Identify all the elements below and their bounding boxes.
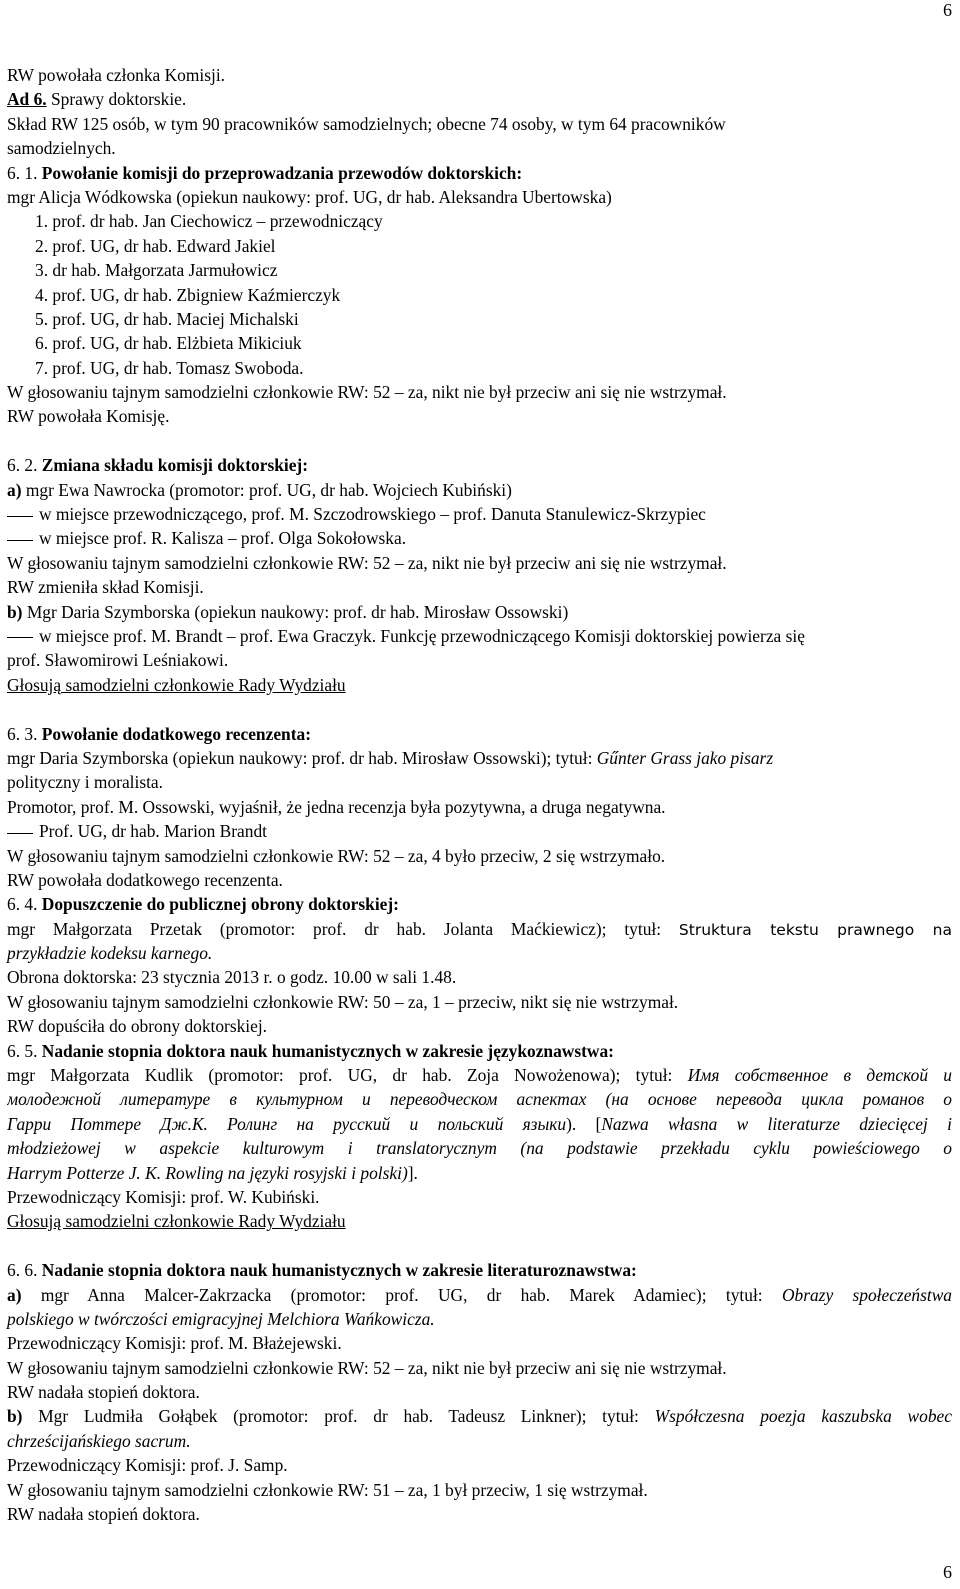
page-number-bottom: 6 bbox=[943, 1562, 952, 1582]
section-title: Powołanie dodatkowego recenzenta: bbox=[37, 723, 311, 744]
text-line: Przewodniczący Komisji: prof. M. Błażejewski. bbox=[7, 1333, 342, 1354]
text-line: mgr Daria Szymborska (opiekun naukowy: prof. dr hab. Mirosław Ossowski); tytuł: Gűnter Grass jako pisarz bbox=[7, 747, 774, 768]
text-line: Obrona doktorska: 23 stycznia 2013 r. o godz. 10.00 w sali 1.48. bbox=[7, 967, 457, 988]
text-line: polityczny i moralista. bbox=[7, 772, 163, 793]
vote-result: W głosowaniu tajnym samodzielni członkowie RW: 52 – za, nikt nie był przeciw ani się nie wstrzymał. bbox=[7, 1357, 727, 1378]
text-line bbox=[7, 673, 952, 697]
thesis-title-cont: polskiego w twórczości emigracyjnej Melchiora Wańkowicza. bbox=[7, 1308, 435, 1329]
section-number: 6. 4. bbox=[7, 894, 38, 915]
text-line: prof. Sławomirowi Leśniakowi. bbox=[7, 650, 229, 671]
dash-mark bbox=[7, 833, 33, 834]
text-line: mgr Małgorzata Kudlik (promotor: prof. UG, dr hab. Zoja Nowożenowa); tytuł: Имя собственное в детской и bbox=[7, 1065, 952, 1086]
section-heading bbox=[7, 161, 952, 185]
decision: RW dopuściła do obrony doktorskiej. bbox=[7, 1016, 268, 1037]
thesis-title: Имя собственное в детской и bbox=[687, 1065, 952, 1086]
section-number: 6. 3. bbox=[7, 723, 38, 744]
section-title: Zmiana składu komisji doktorskiej: bbox=[37, 455, 309, 476]
text-line: mgr Małgorzata Przetak (promotor: prof. dr hab. Jolanta Maćkiewicz); tytuł: Struktura tekstu prawnego na bbox=[7, 918, 952, 939]
agenda-item-title: Sprawy doktorskie. bbox=[46, 89, 187, 110]
decision: RW nadała stopień doktora. bbox=[7, 1382, 200, 1403]
thesis-title: Współczesna poezja kaszubska wobec bbox=[654, 1406, 952, 1427]
section-heading bbox=[7, 1258, 952, 1282]
committee-member: 4. prof. UG, dr hab. Zbigniew Kaźmierczyk bbox=[35, 284, 341, 305]
decision: RW powołała Komisję. bbox=[7, 406, 170, 427]
agenda-item-ref: Ad 6. bbox=[7, 89, 47, 110]
thesis-title-cont: chrześcijańskiego sacrum. bbox=[7, 1430, 191, 1451]
text-line: Promotor, prof. M. Ossowski, wyjaśnił, że jedna recenzja była pozytywna, a druga negatywna. bbox=[7, 796, 666, 817]
decision: RW nadała stopień doktora. bbox=[7, 1504, 200, 1525]
text-line: w miejsce przewodniczącego, prof. M. Szczodrowskiego – prof. Danuta Stanulewicz-Skrzypiec bbox=[7, 502, 952, 526]
section-heading bbox=[7, 453, 952, 477]
section-title: Powołanie komisji do przeprowadzania przewodów doktorskich: bbox=[37, 162, 523, 183]
section-number: 6. 2. bbox=[7, 455, 38, 476]
item-label: b) bbox=[7, 601, 23, 622]
text-line: Prof. UG, dr hab. Marion Brandt bbox=[7, 819, 952, 843]
text-line: samodzielnych. bbox=[7, 138, 116, 159]
dash-mark bbox=[7, 540, 33, 541]
text-line: Гарри Поттере Дж.К. Ролинг на русский и польский языки). [Nazwa własna w literaturze dziecięcej i bbox=[7, 1113, 952, 1134]
item-label: a) bbox=[7, 1284, 22, 1305]
committee-member: 3. dr hab. Małgorzata Jarmułowicz bbox=[35, 260, 278, 281]
thesis-title-cont: młodzieżowej w aspekcie kulturowym i translatorycznym (na podstawie przekładu cyklu powieściowego o bbox=[7, 1138, 952, 1159]
section-title: Nadanie stopnia doktora nauk humanistycznych w zakresie literaturoznawstwa: bbox=[37, 1260, 637, 1281]
vote-result: W głosowaniu tajnym samodzielni członkowie RW: 52 – za, nikt nie był przeciw ani się nie wstrzymał. bbox=[7, 382, 727, 403]
item-label: b) bbox=[7, 1406, 23, 1427]
text-line: a) mgr Ewa Nawrocka (promotor: prof. UG, dr hab. Wojciech Kubiński) bbox=[7, 479, 512, 500]
section-number: 6. 5. bbox=[7, 1040, 38, 1061]
committee-member: 7. prof. UG, dr hab. Tomasz Swoboda. bbox=[35, 357, 304, 378]
text-line bbox=[7, 1209, 952, 1233]
page-number-top: 6 bbox=[943, 0, 952, 20]
decision: RW powołała dodatkowego recenzenta. bbox=[7, 869, 283, 890]
vote-result: W głosowaniu tajnym samodzielni członkowie RW: 50 – za, 1 – przeciw, nikt się nie wstrzymał. bbox=[7, 991, 679, 1012]
section-heading bbox=[7, 722, 952, 746]
vote-heading: Głosują samodzielni członkowie Rady Wydziału bbox=[7, 1211, 346, 1232]
vote-heading: Głosują samodzielni członkowie Rady Wydziału bbox=[7, 674, 346, 695]
text-line: Harrym Potterze J. K. Rowling na języki rosyjski i polski)]. bbox=[7, 1162, 418, 1183]
text-line bbox=[7, 87, 952, 111]
section-number: 6. 1. bbox=[7, 162, 38, 183]
text-line: Skład RW 125 osób, w tym 90 pracowników samodzielnych; obecne 74 osoby, w tym 64 pracowników bbox=[7, 113, 726, 134]
item-label: a) bbox=[7, 479, 22, 500]
section-heading bbox=[7, 892, 952, 916]
section-title: Nadanie stopnia doktora nauk humanistycznych w zakresie językoznawstwa: bbox=[37, 1040, 614, 1061]
thesis-title-cont: przykładzie kodeksu karnego. bbox=[7, 943, 213, 964]
thesis-title: Struktura tekstu prawnego na bbox=[678, 920, 952, 939]
text-line: mgr Alicja Wódkowska (opiekun naukowy: prof. UG, dr hab. Aleksandra Ubertowska) bbox=[7, 186, 612, 207]
text-line: b) Mgr Daria Szymborska (opiekun naukowy: prof. dr hab. Mirosław Ossowski) bbox=[7, 601, 569, 622]
vote-result: W głosowaniu tajnym samodzielni członkowie RW: 52 – za, 4 było przeciw, 2 się wstrzymało. bbox=[7, 845, 666, 866]
thesis-title: Gűnter Grass jako pisarz bbox=[596, 747, 774, 768]
section-number: 6. 6. bbox=[7, 1260, 38, 1281]
committee-member: 6. prof. UG, dr hab. Elżbieta Mikiciuk bbox=[35, 333, 302, 354]
vote-result: W głosowaniu tajnym samodzielni członkowie RW: 51 – za, 1 był przeciw, 1 się wstrzymał. bbox=[7, 1479, 648, 1500]
committee-member: 1. prof. dr hab. Jan Ciechowicz – przewodniczący bbox=[35, 211, 383, 232]
text-line: w miejsce prof. M. Brandt – prof. Ewa Graczyk. Funkcję przewodniczącego Komisji doktorskiej powierza się bbox=[7, 624, 952, 648]
section-heading bbox=[7, 1039, 952, 1063]
thesis-title-cont: молодежной литературе в культурном и переводческом аспектах (на основе перевода цикла романов о bbox=[7, 1089, 952, 1110]
section-title: Dopuszczenie do publicznej obrony doktorskiej: bbox=[37, 894, 399, 915]
text-line: Przewodniczący Komisji: prof. W. Kubiński. bbox=[7, 1186, 320, 1207]
vote-result: W głosowaniu tajnym samodzielni członkowie RW: 52 – za, nikt nie był przeciw ani się nie wstrzymał. bbox=[7, 552, 727, 573]
committee-member: 5. prof. UG, dr hab. Maciej Michalski bbox=[35, 308, 299, 329]
text-line: RW powołała członka Komisji. bbox=[7, 65, 225, 85]
dash-mark bbox=[7, 516, 33, 517]
text-line: Przewodniczący Komisji: prof. J. Samp. bbox=[7, 1455, 288, 1476]
committee-member: 2. prof. UG, dr hab. Edward Jakiel bbox=[35, 235, 276, 256]
document-body bbox=[7, 63, 952, 1526]
dash-mark bbox=[7, 637, 33, 638]
text-line: a) mgr Anna Malcer-Zakrzacka (promotor: prof. UG, dr hab. Marek Adamiec); tytuł: Obrazy społeczeństwa bbox=[7, 1284, 952, 1305]
text-line: w miejsce prof. R. Kalisza – prof. Olga Sokołowska. bbox=[7, 526, 952, 550]
decision: RW zmieniła skład Komisji. bbox=[7, 577, 204, 598]
text-line: b) Mgr Ludmiła Gołąbek (promotor: prof. dr hab. Tadeusz Linkner); tytuł: Współczesna poezja kaszubska wobec bbox=[7, 1406, 952, 1427]
thesis-title: Obrazy społeczeństwa bbox=[781, 1284, 952, 1305]
